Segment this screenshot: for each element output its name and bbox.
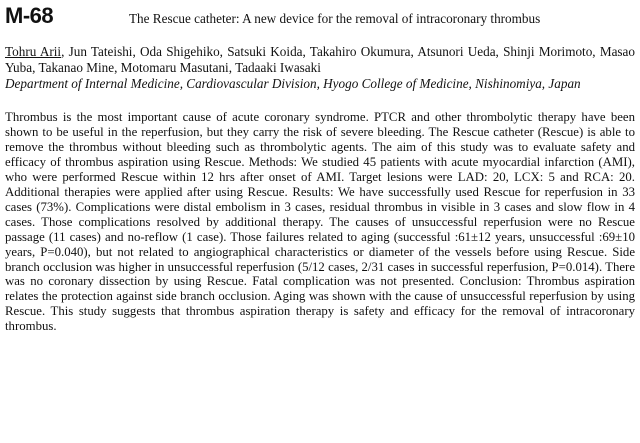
author-affiliation: Department of Internal Medicine, Cardiovascular Division, Hyogo College of Medicine, Nishinomiya, Japan	[5, 76, 581, 91]
presenting-author: Tohru Arii	[5, 44, 62, 59]
abstract-body: Thrombus is the most important cause of acute coronary syndrome. PTCR and other thrombolytic therapy have been shown to be useful in the reperfusion, but they carry the risk of severe bleeding. The Rescue catheter (Rescue) is able to remove the thrombus without bleeding such as thrombolytic agents. The aim of this study was to evaluate safety and efficacy of thrombus aspiration using Rescue. Methods: We studied 45 patients with acute myocardial infarction (AMI), who were performed Rescue within 12 hrs after onset of AMI. Target lesions were LAD: 20, LCX: 5 and RCA: 20. Additional therapies were applied after using Rescue. Results: We have successfully used Rescue for reperfusion in 33 cases (73%). Complications were distal embolism in 3 cases, residual thrombus in visible in 3 cases and slow flow in 4 cases. Those complications resolved by additional therapy. The causes of unsuccessful reperfusion were no Rescue passage (11 cases) and no-reflow (1 case). Those failures related to aging (successful :61±12 years, unsuccessful :69±10 years, P=0.040), but not related to angiographical characteristics or diameter of the vessels before using Rescue. Side branch occlusion was higher in unsuccessful reperfusion (5/12 cases, 2/31 cases in successful reperfusion, P=0.014). There was no coronary dissection by using Rescue. Fatal complication was not presented. Conclusion: Thrombus aspiration relates the protection against side branch occlusion. Aging was shown with the cause of unsuccessful reperfusion by using Rescue. This study suggests that thrombus aspiration therapy is safety and efficacy for the removal of intracoronary thrombus.	[5, 110, 635, 334]
co-authors: , Jun Tateishi, Oda Shigehiko, Satsuki Koida, Takahiro Okumura, Atsunori Ueda, Shinji Morimoto, Masao Yuba, Takanao Mine, Motomaru Masutani, Tadaaki Iwasaki	[5, 44, 635, 75]
author-list	[5, 44, 635, 76]
abstract-number: M-68	[5, 4, 54, 28]
abstract-page	[5, 4, 635, 440]
abstract-header	[5, 4, 635, 31]
abstract-title: The Rescue catheter: A new device for the removal of intracoronary thrombus	[129, 11, 541, 26]
